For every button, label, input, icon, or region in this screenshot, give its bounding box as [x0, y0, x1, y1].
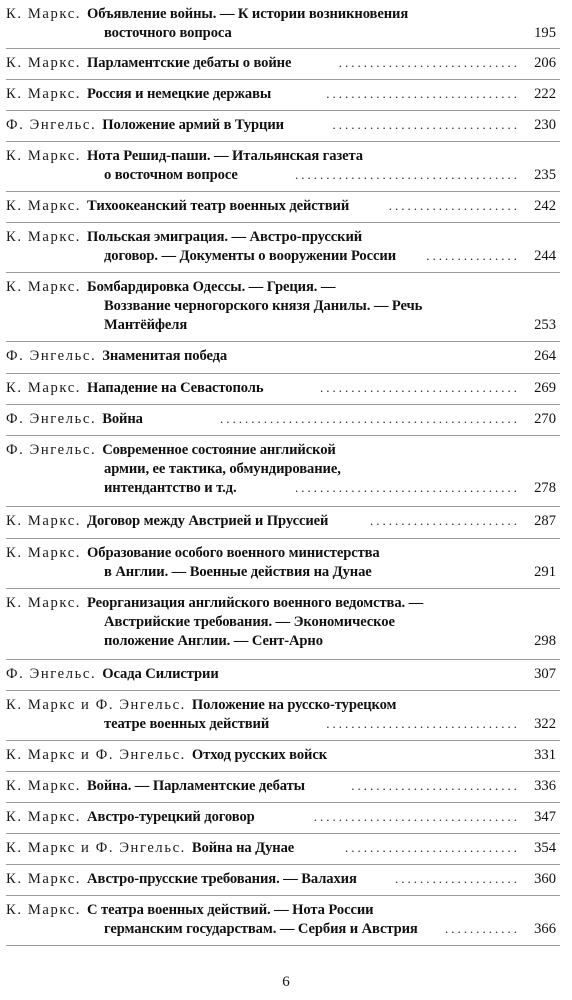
toc-entry — [6, 342, 560, 374]
toc-entry-author: К. Маркс. — [6, 778, 82, 794]
toc-entry-title: Австрийские требования. — Экономическое — [104, 614, 395, 630]
toc-entry-author: К. Маркс. — [6, 871, 82, 887]
toc-entry-page: 322 — [534, 716, 556, 732]
toc-entry-author: Ф. Энгельс. — [6, 666, 97, 682]
toc-entry-author: К. Маркс. — [6, 902, 82, 918]
toc-entry-line — [104, 23, 560, 43]
toc-entry-line — [6, 440, 560, 460]
toc-entry-page: 253 — [534, 317, 556, 333]
toc-entry — [6, 111, 560, 142]
toc-entry-author: К. Маркс. — [6, 55, 82, 71]
toc-entry — [6, 803, 560, 834]
toc-entry-page: 360 — [534, 871, 556, 887]
toc-entry-author: К. Маркс. — [6, 86, 82, 102]
toc-entry-title: договор. — Документы о вооружении России — [104, 248, 397, 264]
toc-entry-title: в Англии. — Военные действия на Дунае — [104, 564, 372, 580]
toc-entry-title: Осада Силистрии — [102, 666, 219, 682]
toc-entry-line — [6, 4, 560, 24]
toc-entry-author: Ф. Энгельс. — [6, 117, 97, 133]
toc-entry-page: 269 — [534, 380, 556, 396]
toc-entry-author: К. Маркс и Ф. Энгельс. — [6, 840, 186, 856]
toc-entry-page: 287 — [534, 513, 556, 529]
toc-entry — [6, 772, 560, 803]
table-of-contents — [6, 0, 560, 946]
toc-entry — [6, 589, 560, 660]
toc-entry-author: Ф. Энгельс. — [6, 411, 97, 427]
toc-entry-author: К. Маркс. — [6, 380, 82, 396]
dot-leader: ............................. — [338, 55, 520, 70]
toc-entry-page: 222 — [534, 86, 556, 102]
toc-entry-author: Ф. Энгельс. — [6, 348, 97, 364]
toc-entry — [6, 142, 560, 192]
toc-entry-line — [104, 459, 560, 479]
toc-entry-title: армии, ее тактика, обмундирование, — [104, 461, 341, 477]
toc-entry-title: Нота Решид-паши. — Итальянская газета — [87, 148, 363, 164]
toc-entry-author: К. Маркс. — [6, 809, 82, 825]
toc-entry-line — [6, 277, 560, 297]
toc-entry-page: 331 — [534, 747, 556, 763]
toc-entry-title: Война — [102, 411, 143, 427]
dot-leader: ............................... — [326, 86, 520, 101]
toc-entry — [6, 507, 560, 539]
toc-entry — [6, 0, 560, 49]
toc-entry-title: Война на Дунае — [191, 840, 295, 856]
toc-entry-author: К. Маркс и Ф. Энгельс. — [6, 697, 186, 713]
toc-entry-title: Знаменитая победа — [102, 348, 228, 364]
dot-leader: ................................. — [313, 809, 520, 824]
toc-entry — [6, 273, 560, 342]
dot-leader: ............... — [426, 248, 520, 263]
toc-entry — [6, 660, 560, 691]
toc-entry — [6, 896, 560, 946]
toc-entry-author: Ф. Энгельс. — [6, 442, 97, 458]
toc-entry-title: Россия и немецкие державы — [87, 86, 272, 102]
toc-entry — [6, 405, 560, 436]
toc-entry-title: Образование особого военного министерства — [87, 545, 380, 561]
toc-entry-line — [6, 695, 560, 715]
toc-entry-page: 336 — [534, 778, 556, 794]
toc-entry-page: 242 — [534, 198, 556, 214]
toc-entry-author: К. Маркс. — [6, 6, 82, 22]
toc-entry-author: К. Маркс. — [6, 279, 82, 295]
toc-entry-title: Парламентские дебаты о войне — [87, 55, 292, 71]
page-number: 6 — [282, 974, 290, 990]
toc-entry-author: К. Маркс. — [6, 513, 82, 529]
dot-leader: ........................... — [351, 778, 520, 793]
dot-leader: ........................ — [370, 513, 520, 528]
toc-entry-title: о восточном вопросе — [104, 167, 238, 183]
toc-entry-line — [104, 296, 560, 316]
toc-entry-page: 230 — [534, 117, 556, 133]
toc-entry-page: 291 — [534, 564, 556, 580]
toc-entry-title: Бомбардировка Одессы. — Греция. — — [87, 279, 336, 295]
toc-entry-title: Польская эмиграция. — Австро-прусский — [87, 229, 363, 245]
toc-entry-author: К. Маркс. — [6, 545, 82, 561]
toc-entry-title: Воззвание черногорского князя Данилы. — Речь — [104, 298, 423, 314]
toc-entry-author: К. Маркс и Ф. Энгельс. — [6, 747, 186, 763]
toc-entry-page: 307 — [534, 666, 556, 682]
toc-entry-author: К. Маркс. — [6, 595, 82, 611]
toc-entry-page: 354 — [534, 840, 556, 856]
toc-entry-title: Война. — Парламентские дебаты — [87, 778, 305, 794]
toc-entry-line — [6, 745, 560, 765]
toc-entry-line — [104, 612, 560, 632]
toc-entry-line — [6, 664, 560, 684]
dot-leader: .............................. — [332, 117, 520, 132]
toc-entry-author: К. Маркс. — [6, 229, 82, 245]
toc-entry-title: Современное состояние английской — [102, 442, 336, 458]
dot-leader: ............ — [445, 921, 520, 936]
toc-entry-title: интендантство и т.д. — [104, 480, 237, 496]
toc-entry-title: Австро-прусские требования. — Валахия — [87, 871, 357, 887]
toc-entry-line — [6, 900, 560, 920]
toc-entry-title: Объявление войны. — К истории возникновения — [87, 6, 409, 22]
toc-entry-page: 278 — [534, 480, 556, 496]
toc-entry-line — [6, 146, 560, 166]
toc-entry-title: Положение на русско-турецком — [191, 697, 397, 713]
toc-entry — [6, 691, 560, 741]
toc-entry-page: 244 — [534, 248, 556, 264]
toc-entry-title: Положение армий в Турции — [102, 117, 284, 133]
toc-entry-page: 298 — [534, 633, 556, 649]
toc-entry-page: 235 — [534, 167, 556, 183]
toc-entry — [6, 436, 560, 507]
toc-entry — [6, 49, 560, 80]
toc-entry-title: германским государствам. — Сербия и Австрия — [104, 921, 418, 937]
toc-entry-title: положение Англии. — Сент-Арно — [104, 633, 323, 649]
toc-entry-line — [6, 227, 560, 247]
toc-entry-title: Мантёйфеля — [104, 317, 188, 333]
dot-leader: .................................... — [295, 167, 520, 182]
toc-entry — [6, 741, 560, 772]
toc-entry-title: Австро-турецкий договор — [87, 809, 255, 825]
toc-entry — [6, 865, 560, 896]
toc-entry-page: 206 — [534, 55, 556, 71]
dot-leader: ............................ — [345, 840, 520, 855]
toc-entry-author: К. Маркс. — [6, 198, 82, 214]
toc-entry-author: К. Маркс. — [6, 148, 82, 164]
toc-entry-line — [6, 543, 560, 563]
toc-entry-title: театре военных действий — [104, 716, 270, 732]
dot-leader: .................................... — [295, 480, 520, 495]
toc-entry — [6, 80, 560, 111]
dot-leader: ............................... — [326, 716, 520, 731]
toc-entry — [6, 192, 560, 223]
toc-entry-page: 366 — [534, 921, 556, 937]
toc-entry-line — [104, 315, 560, 335]
dot-leader: ................................................ — [220, 411, 520, 426]
toc-entry-title: Отход русских войск — [191, 747, 328, 763]
toc-entry-title: восточного вопроса — [104, 25, 232, 41]
toc-entry — [6, 539, 560, 589]
toc-entry — [6, 374, 560, 405]
toc-entry-title: Тихоокеанский театр военных действий — [87, 198, 350, 214]
toc-entry-page: 195 — [534, 25, 556, 41]
dot-leader: ..................... — [388, 198, 520, 213]
toc-entry-page: 270 — [534, 411, 556, 427]
toc-entry-page: 264 — [534, 348, 556, 364]
toc-entry-line — [6, 346, 560, 366]
toc-entry-title: Нападение на Севастополь — [87, 380, 264, 396]
dot-leader: ................................ — [320, 380, 520, 395]
toc-entry-page: 347 — [534, 809, 556, 825]
toc-entry-line — [6, 593, 560, 613]
toc-entry-line — [104, 562, 560, 582]
toc-entry — [6, 834, 560, 865]
toc-entry-line — [104, 631, 560, 651]
toc-entry-title: Договор между Австрией и Пруссией — [87, 513, 329, 529]
dot-leader: .................... — [395, 871, 520, 886]
toc-entry — [6, 223, 560, 273]
toc-entry-title: Реорганизация английского военного ведомства. — — [87, 595, 424, 611]
toc-entry-title: С театра военных действий. — Нота России — [87, 902, 374, 918]
